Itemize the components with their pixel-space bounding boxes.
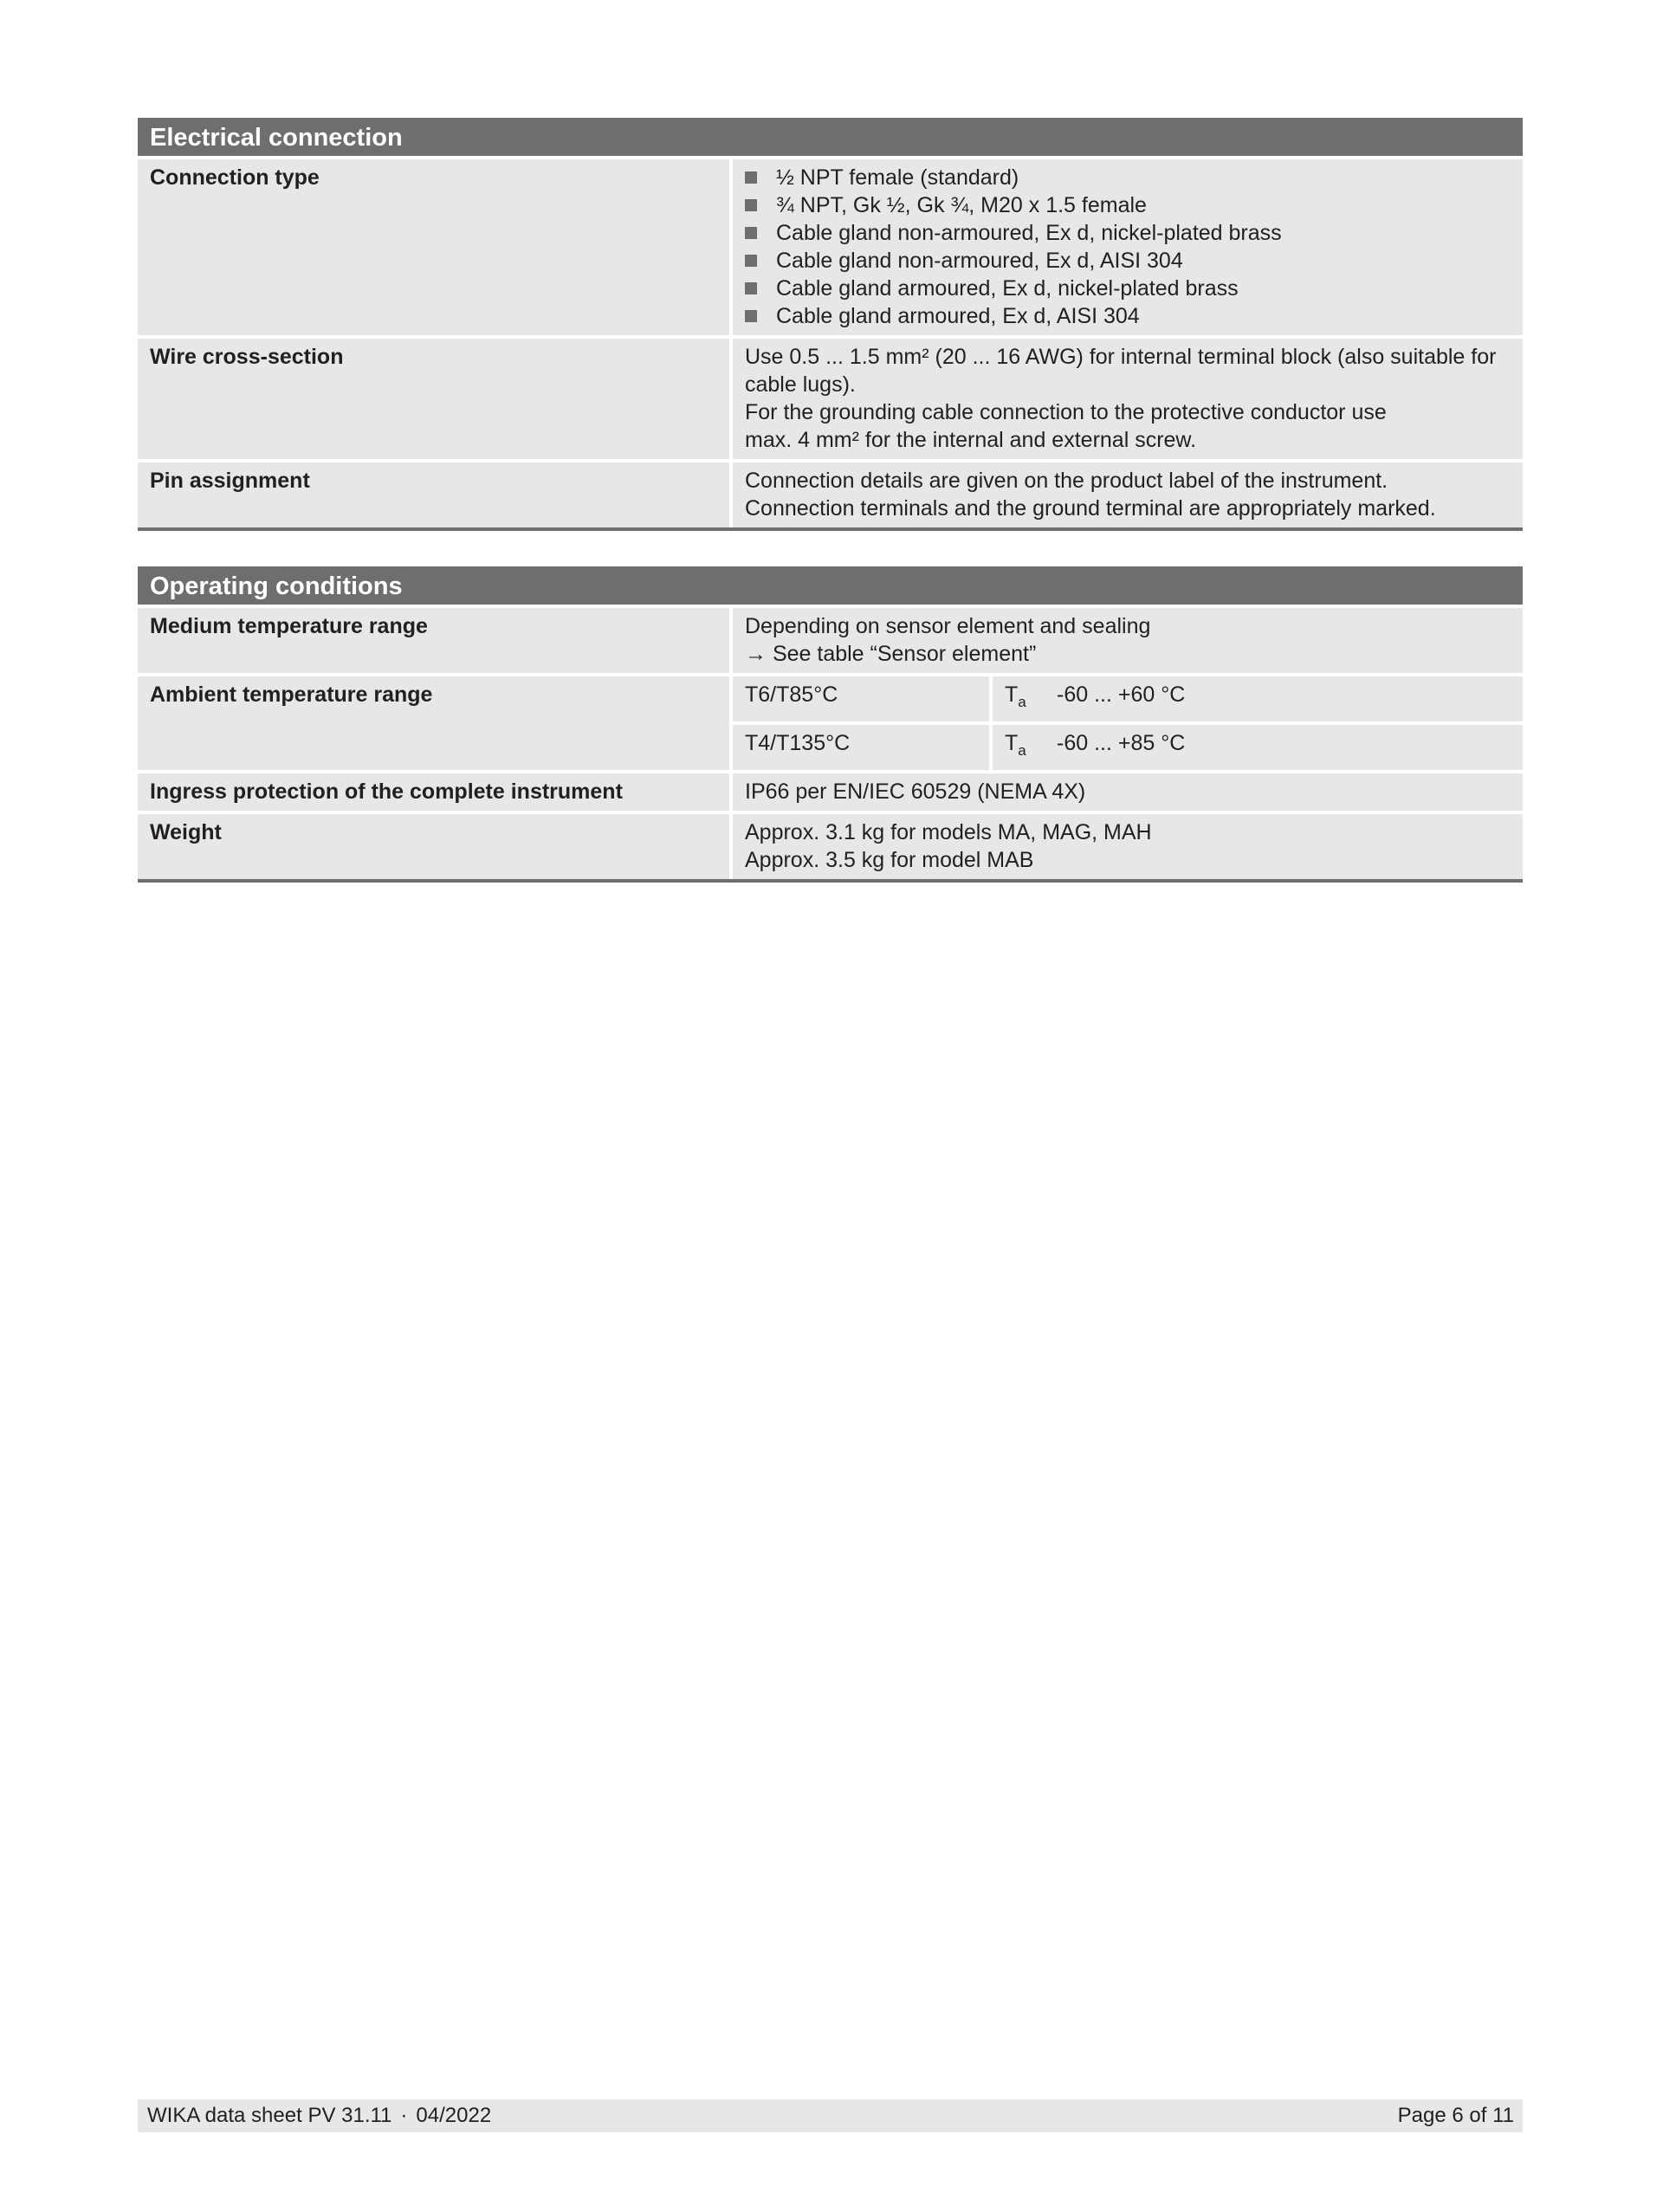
square-bullet-icon	[745, 199, 757, 211]
ambient-range	[993, 725, 1523, 770]
row-value	[733, 462, 1523, 527]
ambient-subtable	[733, 676, 1523, 770]
row-value: IP66 per EN/IEC 60529 (NEMA 4X)	[733, 773, 1523, 811]
text-line: Depending on sensor element and sealing	[745, 614, 1151, 638]
list-item	[745, 191, 1511, 219]
ambient-range	[993, 676, 1523, 721]
list-item-text: ¾ NPT, Gk ½, Gk ¾, M20 x 1.5 female	[776, 193, 1147, 217]
square-bullet-icon	[745, 171, 757, 184]
table-row	[138, 676, 1523, 770]
list-item-text: Cable gland non-armoured, Ex d, AISI 304	[776, 249, 1183, 273]
row-label: Medium temperature range	[138, 608, 729, 673]
section-bottom-rule	[138, 879, 1523, 883]
square-bullet-icon	[745, 310, 757, 322]
operating-conditions-section	[138, 566, 1523, 883]
table-row	[138, 339, 1523, 459]
text-line: Connection details are given on the product label of the instrument.	[745, 469, 1388, 493]
list-item	[745, 164, 1511, 191]
row-label: Ingress protection of the complete instrument	[138, 773, 729, 811]
table-row	[138, 608, 1523, 673]
text-line: → See table “Sensor element”	[745, 642, 1037, 666]
row-label: Pin assignment	[138, 462, 729, 527]
row-label: Connection type	[138, 159, 729, 335]
table-row	[138, 814, 1523, 879]
text-line: Approx. 3.5 kg for model MAB	[745, 848, 1034, 872]
square-bullet-icon	[745, 282, 757, 294]
text-line: Use 0.5 ... 1.5 mm² (20 ... 16 AWG) for internal terminal block (also suitable for	[745, 345, 1497, 369]
range-value: -60 ... +60 °C	[1057, 682, 1186, 707]
footer-date: 04/2022	[416, 2104, 492, 2127]
ambient-subrow	[733, 676, 1523, 721]
ta-subscript: a	[1018, 694, 1026, 710]
ta-symbol	[1005, 681, 1057, 716]
list-item-text: ½ NPT female (standard)	[776, 165, 1019, 190]
table-row	[138, 462, 1523, 527]
section-title: Operating conditions	[138, 566, 1523, 605]
list-item	[745, 275, 1511, 302]
row-label: Weight	[138, 814, 729, 879]
ta-letter: T	[1005, 731, 1019, 755]
range-value: -60 ... +85 °C	[1057, 731, 1186, 755]
section-title: Electrical connection	[138, 118, 1523, 156]
text-line: cable lugs).	[745, 372, 856, 397]
ta-letter: T	[1005, 682, 1019, 707]
row-value	[733, 339, 1523, 459]
list-item-text: Cable gland armoured, Ex d, AISI 304	[776, 304, 1140, 328]
square-bullet-icon	[745, 255, 757, 267]
list-item-text: Cable gland armoured, Ex d, nickel-plated brass	[776, 276, 1239, 301]
section-bottom-rule	[138, 527, 1523, 531]
row-label: Ambient temperature range	[138, 676, 729, 770]
row-value	[733, 608, 1523, 673]
footer-doc-info	[147, 2099, 491, 2132]
table-row	[138, 159, 1523, 335]
ta-subscript: a	[1018, 742, 1026, 759]
list-item	[745, 219, 1511, 247]
list-item	[745, 302, 1511, 330]
electrical-connection-section	[138, 118, 1523, 531]
footer-doc: WIKA data sheet PV 31.11	[147, 2104, 392, 2127]
row-label: Wire cross-section	[138, 339, 729, 459]
row-value	[733, 814, 1523, 879]
text-line: Connection terminals and the ground terminal are appropriately marked.	[745, 496, 1436, 521]
text-line: For the grounding cable connection to the protective conductor use	[745, 400, 1387, 424]
row-value	[733, 159, 1523, 335]
temperature-class: T6/T85°C	[733, 676, 989, 721]
text-line: Approx. 3.1 kg for models MA, MAG, MAH	[745, 820, 1152, 844]
ta-symbol	[1005, 729, 1057, 765]
page-footer	[138, 2099, 1523, 2132]
square-bullet-icon	[745, 227, 757, 239]
footer-separator: ·	[400, 2104, 408, 2127]
list-item-text: Cable gland non-armoured, Ex d, nickel-plated brass	[776, 221, 1282, 245]
temperature-class: T4/T135°C	[733, 725, 989, 770]
ambient-subrow	[733, 725, 1523, 770]
list-item	[745, 247, 1511, 275]
table-row	[138, 773, 1523, 811]
page-number: Page 6 of 11	[1397, 2104, 1514, 2127]
text-line: max. 4 mm² for the internal and external screw.	[745, 428, 1197, 452]
